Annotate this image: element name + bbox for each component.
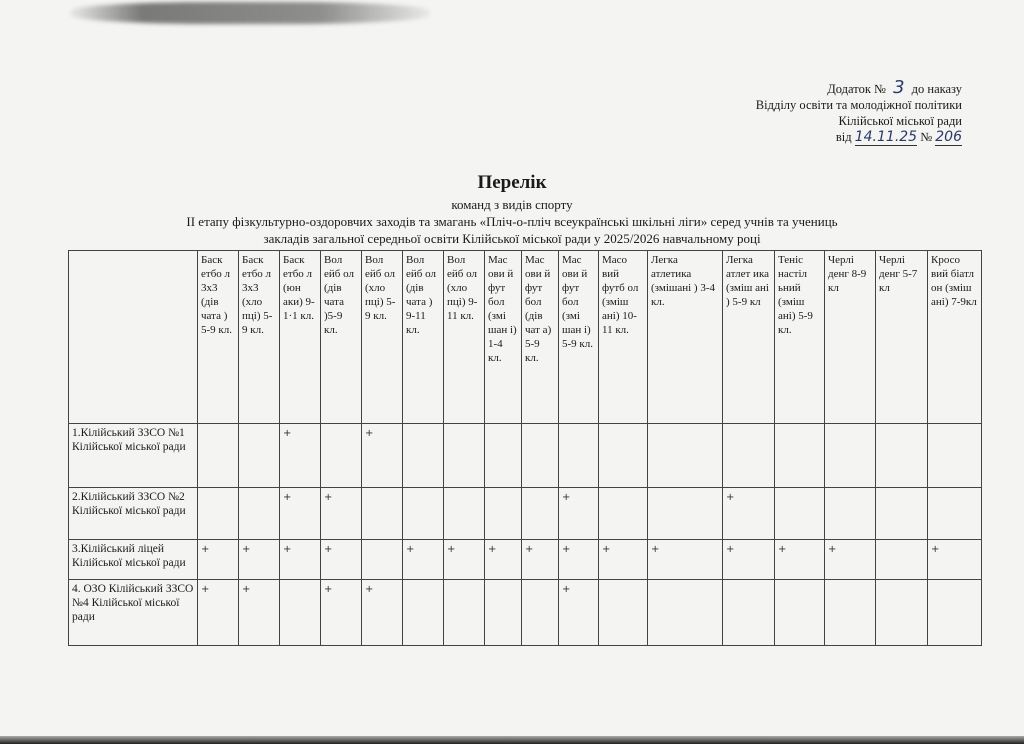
participation-cell bbox=[321, 424, 362, 488]
participation-cell bbox=[775, 488, 825, 540]
column-header: Черлі денг 8-9 кл bbox=[825, 251, 876, 424]
table-row bbox=[69, 424, 982, 488]
participation-mark: + bbox=[201, 544, 210, 555]
participation-cell bbox=[198, 488, 239, 540]
participation-mark: + bbox=[365, 428, 374, 439]
column-header: Баск етбо л (юн аки) 9-1·1 кл. bbox=[280, 251, 321, 424]
participation-cell bbox=[648, 424, 723, 488]
participation-cell bbox=[876, 580, 928, 646]
participation-cell bbox=[522, 540, 559, 580]
participation-cell bbox=[825, 488, 876, 540]
participation-cell bbox=[239, 540, 280, 580]
table-row bbox=[69, 488, 982, 540]
column-header: Кросо вий біатл он (зміш ані) 7-9кл bbox=[928, 251, 982, 424]
participation-cell bbox=[928, 580, 982, 646]
participation-mark: + bbox=[324, 492, 333, 503]
participation-cell bbox=[648, 540, 723, 580]
column-header: Легка атлет ика (зміш ані ) 5-9 кл bbox=[723, 251, 775, 424]
scan-shadow-bottom bbox=[0, 736, 1024, 744]
participation-cell bbox=[775, 580, 825, 646]
participation-mark: + bbox=[283, 428, 292, 439]
participation-cell bbox=[362, 540, 403, 580]
participation-cell bbox=[723, 540, 775, 580]
participation-mark: + bbox=[828, 544, 837, 555]
school-name-cell: 3.Кілійський ліцей Кілійської міської ради bbox=[69, 540, 198, 580]
participation-cell bbox=[403, 580, 444, 646]
participation-cell bbox=[239, 424, 280, 488]
participation-cell bbox=[239, 488, 280, 540]
participation-mark: + bbox=[726, 492, 735, 503]
teams-table bbox=[68, 250, 982, 646]
table-row bbox=[69, 540, 982, 580]
participation-mark: + bbox=[726, 544, 735, 555]
participation-cell bbox=[362, 424, 403, 488]
participation-cell bbox=[403, 540, 444, 580]
column-header: Баск етбо л 3х3 (дів чата ) 5-9 кл. bbox=[198, 251, 239, 424]
school-name-cell: 2.Кілійський ЗЗСО №2 Кілійської міської ради bbox=[69, 488, 198, 540]
participation-cell bbox=[928, 424, 982, 488]
column-header: Черлі денг 5-7 кл bbox=[876, 251, 928, 424]
participation-cell bbox=[723, 580, 775, 646]
participation-cell bbox=[444, 580, 485, 646]
addendum-order-number: 206 bbox=[935, 129, 962, 145]
column-header: Мас ови й фут бол (змі шан і) 5-9 кл. bbox=[559, 251, 599, 424]
participation-cell bbox=[723, 488, 775, 540]
table-row bbox=[69, 580, 982, 646]
participation-cell bbox=[928, 540, 982, 580]
participation-cell bbox=[280, 580, 321, 646]
table-header-row bbox=[69, 251, 982, 424]
participation-cell bbox=[599, 488, 648, 540]
column-header: Вол ейб ол (дів чата ) 9-11 кл. bbox=[403, 251, 444, 424]
document-description-line-1: ІІ етапу фізкультурно-оздоровчих заходів та змагань «Пліч-о-пліч всеукраїнські шкільні ліги» серед учнів та учениць bbox=[186, 214, 838, 229]
participation-mark: + bbox=[778, 544, 787, 555]
participation-cell bbox=[559, 580, 599, 646]
participation-cell bbox=[403, 488, 444, 540]
participation-cell bbox=[522, 488, 559, 540]
participation-mark: + bbox=[488, 544, 497, 555]
participation-mark: + bbox=[562, 584, 571, 595]
participation-cell bbox=[775, 540, 825, 580]
participation-cell bbox=[928, 488, 982, 540]
participation-cell bbox=[403, 424, 444, 488]
addendum-no-label: № bbox=[920, 130, 933, 144]
participation-cell bbox=[599, 540, 648, 580]
participation-cell bbox=[723, 424, 775, 488]
participation-cell bbox=[280, 540, 321, 580]
participation-cell bbox=[876, 488, 928, 540]
participation-cell bbox=[444, 424, 485, 488]
document-description-line-2: закладів загальної середньої освіти Кілійської міської ради у 2025/2026 навчальному році bbox=[263, 231, 761, 246]
participation-cell bbox=[485, 424, 522, 488]
addendum-block bbox=[755, 77, 962, 145]
participation-mark: + bbox=[201, 584, 210, 595]
addendum-number: 3 bbox=[893, 77, 905, 98]
participation-cell bbox=[825, 580, 876, 646]
participation-cell bbox=[362, 580, 403, 646]
participation-cell bbox=[559, 488, 599, 540]
addendum-line-2: Відділу освіти та молодіжної політики bbox=[755, 98, 962, 112]
participation-mark: + bbox=[931, 544, 940, 555]
participation-cell bbox=[559, 540, 599, 580]
participation-mark: + bbox=[324, 544, 333, 555]
participation-cell bbox=[559, 424, 599, 488]
addendum-date-prefix: від bbox=[835, 130, 852, 144]
header-school-cell bbox=[69, 251, 198, 424]
scan-shadow-top bbox=[70, 2, 430, 24]
addendum-suffix: до наказу bbox=[911, 82, 962, 96]
participation-mark: + bbox=[283, 544, 292, 555]
participation-cell bbox=[485, 540, 522, 580]
participation-mark: + bbox=[651, 544, 660, 555]
participation-cell bbox=[280, 424, 321, 488]
participation-mark: + bbox=[562, 492, 571, 503]
participation-cell bbox=[239, 580, 280, 646]
participation-mark: + bbox=[283, 492, 292, 503]
participation-mark: + bbox=[562, 544, 571, 555]
participation-cell bbox=[522, 580, 559, 646]
column-header: Мас ови й фут бол (змі шан і) 1-4 кл. bbox=[485, 251, 522, 424]
document-subtitle: команд з видів спорту bbox=[451, 197, 573, 212]
column-header: Вол ейб ол (дів чата )5-9 кл. bbox=[321, 251, 362, 424]
participation-cell bbox=[321, 488, 362, 540]
participation-mark: + bbox=[525, 544, 534, 555]
participation-mark: + bbox=[365, 584, 374, 595]
participation-mark: + bbox=[324, 584, 333, 595]
addendum-date: 14.11.25 bbox=[854, 129, 918, 145]
participation-cell bbox=[444, 540, 485, 580]
participation-cell bbox=[321, 580, 362, 646]
participation-cell bbox=[280, 488, 321, 540]
participation-mark: + bbox=[406, 544, 415, 555]
participation-cell bbox=[321, 540, 362, 580]
addendum-line-1 bbox=[756, 77, 962, 98]
column-header: Баск етбо л 3х3 (хло пці) 5-9 кл. bbox=[239, 251, 280, 424]
column-header: Масо вий футб ол (зміш ані) 10-11 кл. bbox=[599, 251, 648, 424]
participation-cell bbox=[485, 488, 522, 540]
participation-cell bbox=[485, 580, 522, 646]
participation-mark: + bbox=[242, 584, 251, 595]
addendum-prefix: Додаток № bbox=[827, 82, 886, 96]
document-title: Перелік bbox=[477, 172, 547, 193]
school-name-cell: 4. ОЗО Кілійський ЗЗСО №4 Кілійської міської ради bbox=[69, 580, 198, 646]
participation-mark: + bbox=[602, 544, 611, 555]
participation-cell bbox=[876, 540, 928, 580]
participation-cell bbox=[522, 424, 559, 488]
addendum-line-3: Кілійської міської ради bbox=[838, 114, 962, 128]
column-header: Мас ови й фут бол (дів чат а) 5-9 кл. bbox=[522, 251, 559, 424]
column-header: Вол ейб ол (хло пці) 9-11 кл. bbox=[444, 251, 485, 424]
participation-mark: + bbox=[242, 544, 251, 555]
participation-cell bbox=[599, 580, 648, 646]
addendum-line-4 bbox=[756, 129, 962, 145]
participation-cell bbox=[648, 580, 723, 646]
column-header: Легка атлетика (змішані ) 3-4 кл. bbox=[648, 251, 723, 424]
participation-cell bbox=[775, 424, 825, 488]
table-body bbox=[69, 424, 982, 646]
participation-cell bbox=[825, 424, 876, 488]
participation-cell bbox=[876, 424, 928, 488]
column-header: Теніс настіл ьний (зміш ані) 5-9 кл. bbox=[775, 251, 825, 424]
participation-cell bbox=[198, 540, 239, 580]
participation-cell bbox=[198, 424, 239, 488]
participation-cell bbox=[198, 580, 239, 646]
participation-cell bbox=[825, 540, 876, 580]
column-header: Вол ейб ол (хло пці) 5-9 кл. bbox=[362, 251, 403, 424]
participation-cell bbox=[648, 488, 723, 540]
participation-cell bbox=[599, 424, 648, 488]
school-name-cell: 1.Кілійський ЗЗСО №1 Кілійської міської ради bbox=[69, 424, 198, 488]
participation-mark: + bbox=[447, 544, 456, 555]
participation-cell bbox=[362, 488, 403, 540]
participation-cell bbox=[444, 488, 485, 540]
